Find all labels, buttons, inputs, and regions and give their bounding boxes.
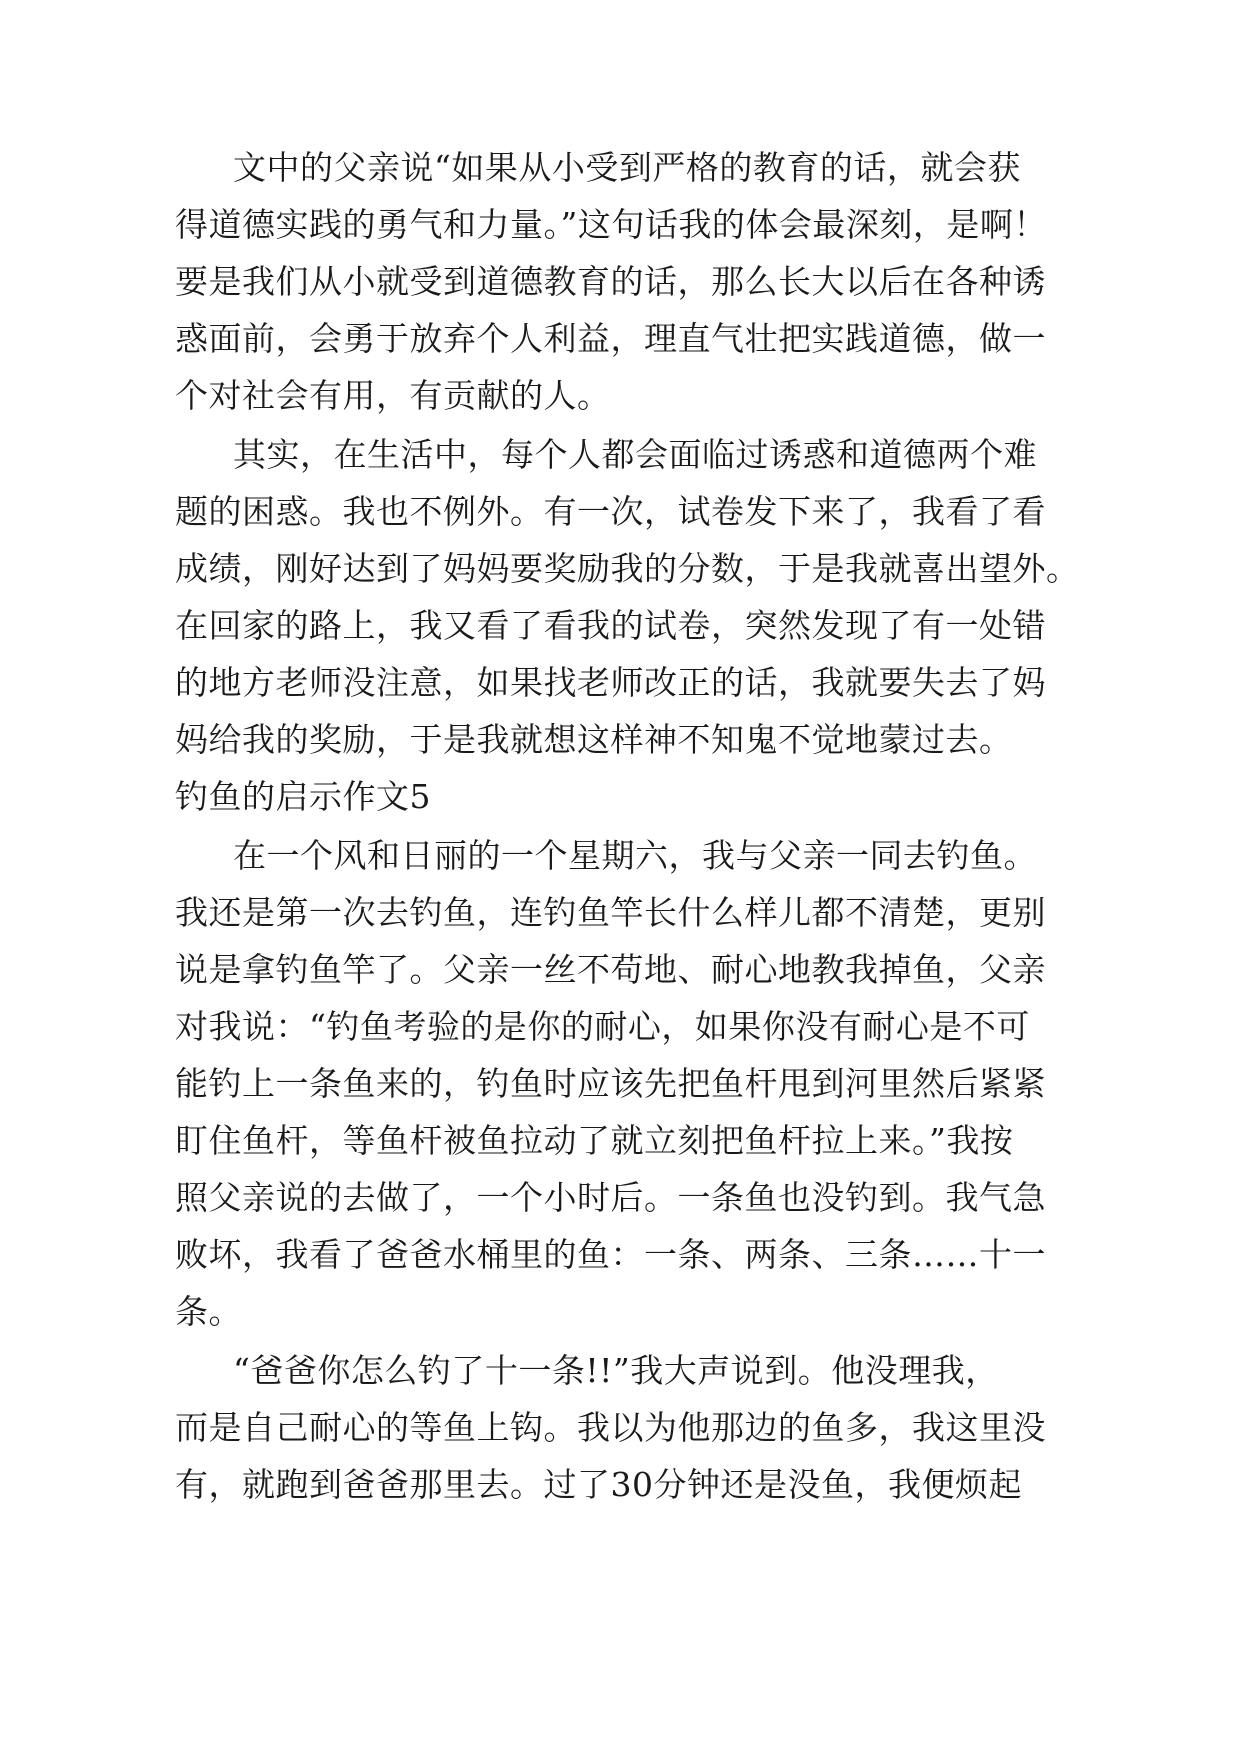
text-line: 其实，在生活中，每个人都会面临过诱惑和道德两个难 xyxy=(233,435,1037,474)
text-line: 的地方老师没注意，如果找老师改正的话，我就要失去了妈 xyxy=(175,663,1046,702)
text-line: 成绩，刚好达到了妈妈要奖励我的分数，于是我就喜出望外。 xyxy=(175,549,1080,588)
text-line: 文中的父亲说“如果从小受到严格的教育的话，就会获 xyxy=(233,148,1021,187)
text-line: 对我说：“钓鱼考验的是你的耐心，如果你没有耐心是不可 xyxy=(175,1007,1030,1046)
text-line: 得道德实践的勇气和力量。”这句话我的体会最深刻，是啊！ xyxy=(175,205,1047,244)
section-heading: 钓鱼的启示作文5 xyxy=(175,777,431,816)
text-line: 惑面前，会勇于放弃个人利益，理直气壮把实践道德，做一 xyxy=(175,319,1046,358)
text-line: 在回家的路上，我又看了看我的试卷，突然发现了有一处错 xyxy=(175,606,1046,645)
text-line: 条。 xyxy=(175,1292,242,1331)
text-line: 题的困惑。我也不例外。有一次，试卷发下来了，我看了看 xyxy=(175,492,1046,531)
text-line: 说是拿钓鱼竿了。父亲一丝不苟地、耐心地教我掉鱼，父亲 xyxy=(175,950,1046,989)
text-line: 有，就跑到爸爸那里去。过了30分钟还是没鱼，我便烦起 xyxy=(175,1465,1022,1504)
text-line: 盯住鱼杆，等鱼杆被鱼拉动了就立刻把鱼杆拉上来。”我按 xyxy=(175,1121,1014,1160)
text-line: 妈给我的奖励，于是我就想这样神不知鬼不觉地蒙过去。 xyxy=(175,720,1013,759)
text-line: 照父亲说的去做了，一个小时后。一条鱼也没钓到。我气急 xyxy=(175,1178,1046,1217)
text-line: 败坏，我看了爸爸水桶里的鱼：一条、两条、三条……十一 xyxy=(175,1235,1046,1274)
text-line: “爸爸你怎么钓了十一条!!”我大声说到。他没理我， xyxy=(233,1351,999,1390)
text-line: 而是自己耐心的等鱼上钩。我以为他那边的鱼多，我这里没 xyxy=(175,1408,1046,1447)
text-line: 要是我们从小就受到道德教育的话，那么长大以后在各种诱 xyxy=(175,262,1046,301)
text-line: 个对社会有用，有贡献的人。 xyxy=(175,376,611,415)
text-line: 在一个风和日丽的一个星期六，我与父亲一同去钓鱼。 xyxy=(233,836,1037,875)
text-line: 我还是第一次去钓鱼，连钓鱼竿长什么样儿都不清楚，更别 xyxy=(175,893,1046,932)
text-line: 能钓上一条鱼来的，钓鱼时应该先把鱼杆甩到河里然后紧紧 xyxy=(175,1064,1046,1103)
